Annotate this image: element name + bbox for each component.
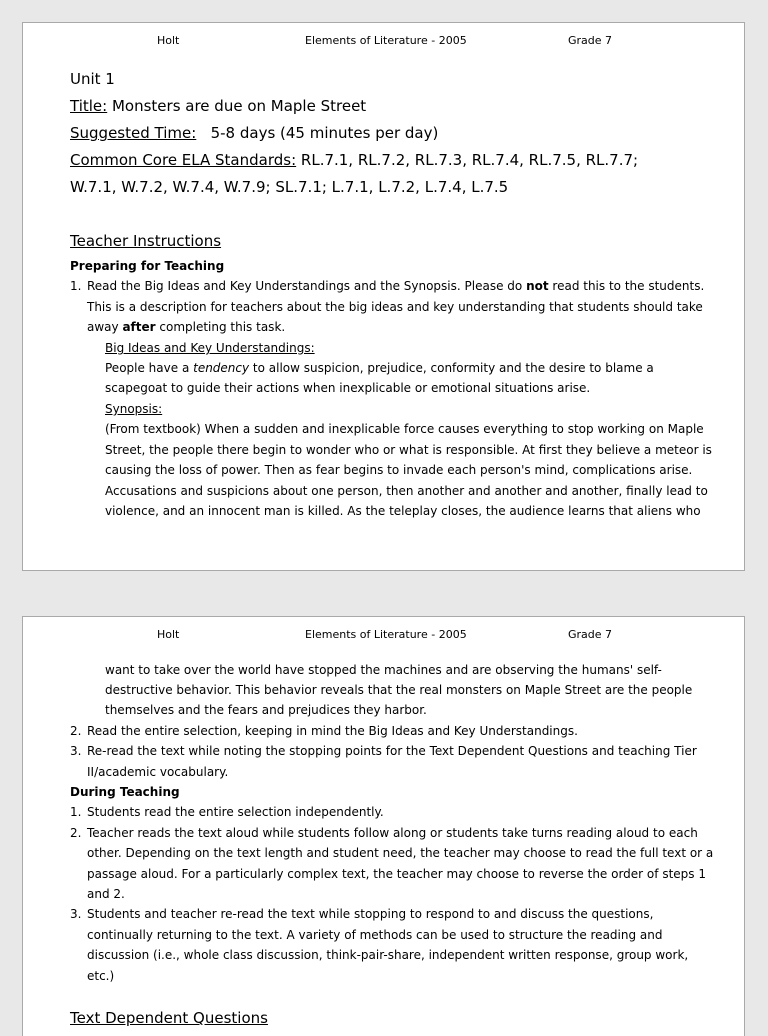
- header-book: Elements of Literature - 2005: [305, 34, 467, 47]
- during-item-1: [70, 805, 384, 819]
- during-item-1-number: 1.: [70, 805, 82, 819]
- synopsis-line: violence, and an innocent man is killed. As the teleplay closes, the audience learns that aliens who: [105, 504, 701, 518]
- time-line: [70, 124, 438, 142]
- standards-label: Common Core ELA Standards:: [70, 151, 297, 169]
- header-grade: Grade 7: [568, 628, 613, 641]
- big-ideas-text-italic: tendency: [193, 361, 250, 375]
- during-item-2-number: 2.: [70, 826, 82, 840]
- prep-item-1-line-1: [70, 279, 704, 293]
- during-item-3-line: [70, 907, 653, 921]
- prep-item-3-line-2: II/academic vocabulary.: [87, 765, 229, 779]
- standards-value-1: RL.7.1, RL.7.2, RL.7.3, RL.7.4, RL.7.5, RL.7.7;: [296, 151, 639, 169]
- during-item-2-line: passage aloud. For a particularly complex text, the teacher may choose to reverse the order of steps 1: [87, 867, 706, 881]
- synopsis-cont-line: want to take over the world have stopped the machines and are observing the humans' self-: [105, 663, 662, 677]
- text-dependent-questions-heading: Text Dependent Questions: [70, 1009, 268, 1027]
- prep-item-1-line-3: [87, 320, 285, 334]
- during-item-3-line: continually returning to the text. A variety of methods can be used to structure the reading and: [87, 928, 663, 942]
- big-ideas-label: Big Ideas and Key Understandings:: [105, 341, 315, 355]
- synopsis-line: Street, the people there begin to wonder who or what is responsible. At first they believe a meteor is: [105, 443, 712, 457]
- header-book: Elements of Literature - 2005: [305, 628, 467, 641]
- prep-item-2: [70, 724, 578, 738]
- time-label: Suggested Time:: [70, 124, 197, 142]
- during-item-2-line: [70, 826, 698, 840]
- synopsis-cont-line: destructive behavior. This behavior reveals that the real monsters on Maple Street are the people: [105, 683, 693, 697]
- preparing-heading: Preparing for Teaching: [70, 259, 225, 273]
- synopsis-line: (From textbook) When a sudden and inexplicable force causes everything to stop working on Maple: [105, 422, 704, 436]
- prep-item-1-text-e: completing this task.: [155, 320, 286, 334]
- during-heading: During Teaching: [70, 785, 180, 799]
- prep-item-2-number: 2.: [70, 724, 82, 738]
- standards-line-1: [70, 151, 638, 169]
- title-value: Monsters are due on Maple Street: [107, 97, 367, 115]
- during-item-3-line: discussion (i.e., whole class discussion, think-pair-share, independent written response, group work,: [87, 948, 689, 962]
- standards-line-2: W.7.1, W.7.2, W.7.4, W.7.9; SL.7.1; L.7.1, L.7.2, L.7.4, L.7.5: [70, 178, 509, 196]
- during-item-3-line: etc.): [87, 969, 115, 983]
- big-ideas-text-c: to allow suspicion, prejudice, conformity and the desire to blame a: [249, 361, 654, 375]
- synopsis-label: Synopsis:: [105, 402, 163, 416]
- during-item-3-number: 3.: [70, 907, 82, 921]
- header-grade: Grade 7: [568, 34, 613, 47]
- prep-item-1-text-bold: not: [526, 279, 549, 293]
- during-item-2-line: other. Depending on the text length and student need, the teacher may choose to read the full text or a: [87, 846, 714, 860]
- prep-item-1-number: 1.: [70, 279, 82, 293]
- prep-item-1-text-bold-2: after: [122, 320, 156, 334]
- prep-item-1-line-2: This is a description for teachers about the big ideas and key understanding that students should take: [87, 300, 703, 314]
- header-publisher: Holt: [157, 34, 180, 47]
- document-page-2: [22, 616, 745, 1036]
- during-item-2-line: and 2.: [87, 887, 125, 901]
- big-ideas-line-1: [105, 361, 654, 375]
- prep-item-1-text-c: read this to the students.: [548, 279, 705, 293]
- during-item-1-text: Students read the entire selection independently.: [87, 805, 384, 819]
- unit-label: Unit 1: [70, 70, 115, 88]
- synopsis-line: causing the loss of power. Then as fear begins to invade each person's mind, complications arise.: [105, 463, 693, 477]
- document-page-1: [22, 22, 745, 571]
- prep-item-3-number: 3.: [70, 744, 82, 758]
- prep-item-3-text: Re-read the text while noting the stopping points for the Text Dependent Questions and teaching Tier: [87, 744, 697, 758]
- synopsis-cont-line: themselves and the fears and prejudices they harbor.: [105, 703, 427, 717]
- big-ideas-text-a: People have a: [105, 361, 194, 375]
- big-ideas-line-2: scapegoat to guide their actions when inexplicable or emotional situations arise.: [105, 381, 591, 395]
- prep-item-2-text: Read the entire selection, keeping in mind the Big Ideas and Key Understandings.: [87, 724, 578, 738]
- title-label: Title:: [70, 97, 108, 115]
- header-publisher: Holt: [157, 628, 180, 641]
- title-line: [70, 97, 366, 115]
- synopsis-line: Accusations and suspicions about one person, then another and another and another, finally lead to: [105, 484, 708, 498]
- prep-item-1-text-d: away: [87, 320, 123, 334]
- time-value: 5-8 days (45 minutes per day): [210, 124, 439, 142]
- during-item-2-text: Teacher reads the text aloud while students follow along or students take turns reading aloud to each: [87, 826, 698, 840]
- prep-item-1-text-a: Read the Big Ideas and Key Understandings and the Synopsis. Please do: [87, 279, 527, 293]
- during-item-3-text: Students and teacher re-read the text while stopping to respond to and discuss the questions,: [87, 907, 654, 921]
- teacher-instructions-heading: Teacher Instructions: [70, 232, 222, 250]
- prep-item-3-line-1: [70, 744, 697, 758]
